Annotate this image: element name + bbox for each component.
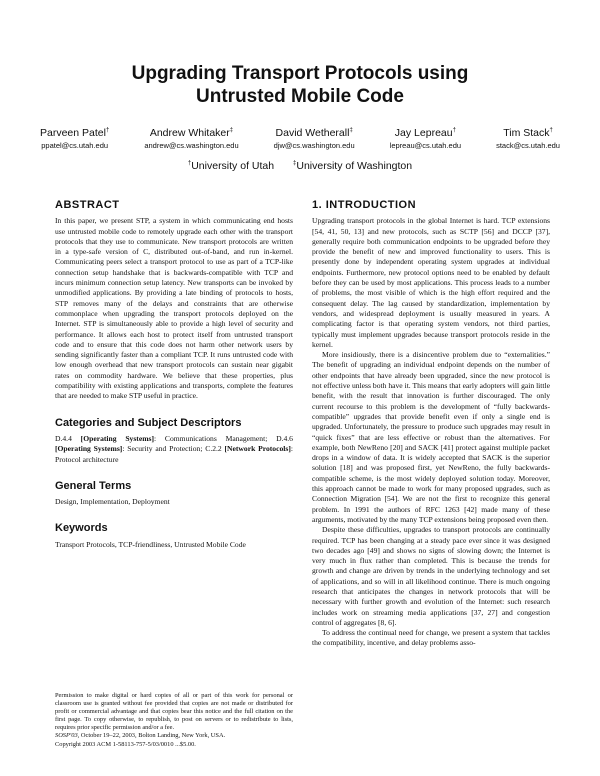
affiliation-mark: ‡ — [229, 127, 234, 134]
copyright-line: Copyright 2003 ACM 1-58113-757-5/03/0010 ...$5.00. — [55, 740, 196, 748]
author-name: David Wetherall — [275, 127, 350, 139]
author-name: Parveen Patel — [40, 127, 106, 139]
affiliation-mark: ‡ — [293, 160, 297, 167]
author — [496, 126, 560, 152]
right-column — [312, 200, 550, 649]
author-email: andrew@cs.washington.edu — [144, 141, 239, 150]
general-terms-heading: General Terms — [55, 479, 132, 492]
author-list — [40, 126, 560, 152]
author — [40, 126, 109, 152]
author-email: djw@cs.washington.edu — [273, 141, 355, 150]
intro-paragraph-3: Despite these difficulties, upgrades to transport protocols are continually required. TCP has been changing at a steady pace ever since it was designed two decades ago [49] and shows no signs of slowing down; the Internet is very much in flux rather than completed. This is because the trends for growth and change are driven by trends in the underlying technology and set of applications, and so will in all likelihood continue. There is much ongoing research that anticipates the changes in network protocols that will be necessary with further growth and evolution of the Internet: such research includes work on streaming media applications [37, 27] and congestion control of aggregates [8, 6]. — [312, 525, 550, 627]
keywords-heading: Keywords — [55, 522, 108, 535]
affiliation-mark: † — [549, 127, 553, 134]
author-name: Jay Lepreau — [394, 127, 453, 139]
permission-text: Permission to make digital or hard copies of all or part of this work for personal or classroom use is granted without fee provided that copies are not made or distributed for profit or commercial advantage and that copies bear this notice and the full citation on the first page. To copy otherwise, to republish, to post on servers or to redistribute to lists, requires prior specific permission and/or a fee. — [55, 692, 293, 732]
permission-notice — [55, 692, 293, 749]
author — [274, 126, 355, 152]
affiliation-washington: University of Washington — [296, 160, 413, 172]
author — [390, 126, 461, 152]
author-email: stack@cs.utah.edu — [496, 141, 560, 150]
venue-line: SOSP'03, October 19–22, 2003, Bolton Landing, New York, USA. — [55, 732, 226, 740]
paper-title — [0, 62, 600, 108]
categories-text: D.4.4 [Operating Systems]: Communications Management; D.4.6 [Operating Systems]: Security and Protection; C.2.2 [Network Protocols]: Protocol architecture — [55, 433, 293, 464]
title-line-2: Untrusted Mobile Code — [196, 86, 404, 107]
author-email: ppatel@cs.utah.edu — [41, 141, 109, 150]
introduction-heading: 1. INTRODUCTION — [312, 199, 417, 211]
affiliation-mark: † — [187, 160, 192, 167]
affiliation-utah: University of Utah — [191, 160, 275, 172]
author-email: lepreau@cs.utah.edu — [389, 141, 462, 150]
affiliation-mark: † — [105, 127, 110, 134]
author-name: Tim Stack — [503, 127, 550, 139]
categories-heading: Categories and Subject Descriptors — [55, 416, 242, 429]
affiliation-mark: † — [452, 127, 456, 134]
abstract-text: In this paper, we present STP, a system in which communicating end hosts use untrusted mobile code to remotely upgrade each other with the transport protocols that they use to communicate. New transport protocols are written in a type-safe version of C, distributed out-of-band, and run in-kernel. Communicating peers select a transport protocol to use as part of a TCP-like connection setup handshake that is backwards-compatible with TCP and incurs minimum connection setup latency. New transports can be invoked by unmodified applications. By providing a late binding of protocols to hosts, STP removes many of the delays and constraints that are otherwise commonplace when upgrading the transport protocols deployed on the Internet. STP is simultaneously able to provide a high level of security and performance. It allows each host to protect itself from untrusted transport code and to ensure that this code does not harm other network users by sending significantly faster than a compliant TCP. It runs untrusted code with low enough overhead that new transport protocols can sustain near gigabit rates on commodity hardware. We believe that these properties, plus compatibility with existing applications and transports, complete the features that are needed to make STP useful in practice. — [55, 216, 293, 401]
affiliations — [0, 160, 600, 172]
author — [144, 126, 238, 152]
intro-paragraph-4: To address the continual need for change, we present a system that tackles the compatibility, incentive, and delay problems asso- — [312, 628, 550, 648]
keywords-text: Transport Protocols, TCP-friendliness, Untrusted Mobile Code — [55, 539, 246, 549]
intro-paragraph-2: More insidiously, there is a disincentive problem due to “externalities.” The benefit of upgrading an individual endpoint depends on the number of other endpoints that have already been upgraded, since the new protocol is not effective unless both have it. This means that early adopters will gain little benefit, with the result that innovation is further discouraged. The only current recourse to this problem is the development of “fully backwards-compatible” upgrades that provide benefit even if only a single end is upgraded. Unfortunately, the pressure to produce such upgrades may result in “quick fixes” that are less effective or robust than the alternatives. For example, both NewReno [20] and SACK [41] protect against multiple packet drops in a window of data. It is widely accepted that SACK is the superior solution [18] and was proposed first, yet NewReno, the fully backwards-compatible scheme, is the most widely deployed solution today. Moreover, this approach cannot be made to work for many proposed upgrades, such as Connection Migration [54]. We are not the first to recognize this general problem. In 1991 the authors of RFC 1263 [42] made many of these arguments, motivated by the many TCP extensions being proposed even then. — [312, 350, 550, 524]
intro-paragraph-1: Upgrading transport protocols in the global Internet is hard. TCP extensions [54, 41, 50, 13] and new protocols, such as SCTP [56] and DCCP [37], generally require both communication endpoints to be upgraded before they provide the benefit of new and improved functionality to users. This is presently done by independent operating system upgrades at individual endpoints. Furthermore, new protocol options need to be enabled by default before they can be used by most applications. This process leads to a number of problems, the most visible of which is the high effort required and the consequent delay. The lag caused by standardization, implementation by vendors, and widespread deployment is usually measured in years. A complicating factor is that operating system vendors, not third parties, typically must implement upgrades because transport protocols reside in the kernel. — [312, 216, 550, 349]
abstract-heading: ABSTRACT — [55, 199, 120, 211]
general-terms-text: Design, Implementation, Deployment — [55, 497, 170, 507]
left-column — [55, 200, 293, 550]
affiliation-mark: ‡ — [349, 127, 353, 134]
author-name: Andrew Whitaker — [149, 127, 230, 139]
title-line-1: Upgrading Transport Protocols using — [131, 63, 469, 84]
